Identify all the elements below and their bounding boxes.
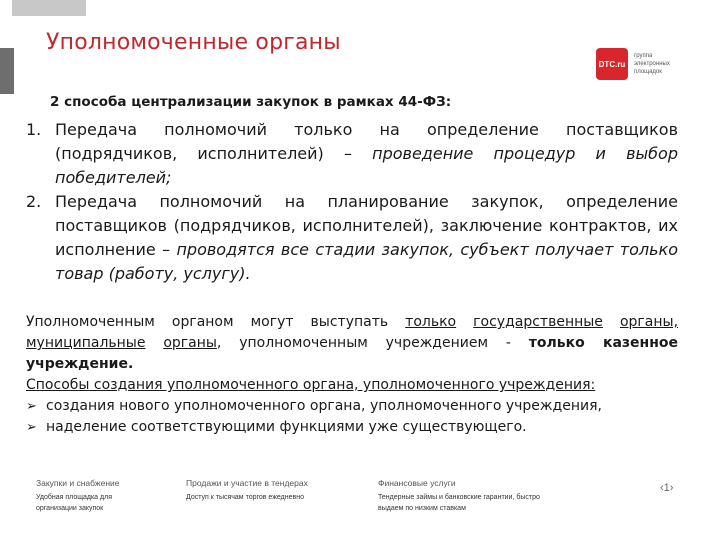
arrow-bullet-icon: ➢: [26, 420, 37, 435]
paragraph-text: [145, 335, 163, 351]
footer-column-finance: [378, 478, 568, 514]
footer-heading: Закупки и снабжение: [36, 478, 120, 488]
bullet-text: создания нового уполномоченного органа, уполномоченного учреждения,: [46, 398, 602, 414]
paragraph-text: Уполномоченным органом могут выступать: [26, 314, 406, 330]
page-number: ‹1›: [660, 482, 674, 494]
logo-text: группа электронных площадок: [634, 53, 670, 75]
creation-methods-heading: Способы создания уполномоченного органа, уполномоченного учреждения:: [26, 377, 596, 393]
list-item: [20, 190, 678, 286]
footer-description: Удобная площадка для организации закупок: [36, 494, 112, 512]
footer: [36, 478, 686, 514]
bullet-item: [26, 396, 678, 417]
slide-subtitle: 2 способа централизации закупок в рамках 44-ФЗ:: [50, 94, 452, 110]
authorized-body-paragraph: [26, 312, 678, 375]
footer-column-sales: [186, 478, 378, 514]
bold-text: только казенное учреждение.: [26, 335, 679, 372]
company-logo: [596, 48, 684, 80]
underlined-text: только: [405, 314, 457, 330]
footer-description: Тендерные займы и банковские гарантии, быстро выдаем по низким ставкам: [378, 494, 540, 512]
slide-title: Уполномоченные органы: [46, 30, 341, 55]
footer-heading: Финансовые услуги: [378, 478, 456, 488]
list-item-italic-text: проведение процедур и выбор победителей;: [55, 144, 678, 187]
logo-mark: DTC.ru: [596, 48, 628, 80]
bullet-text: наделение соответствующими функциями уже существующего.: [46, 419, 527, 435]
list-item-italic-text: проводятся все стадии закупок, субъект получает только товар (работу, услугу).: [55, 240, 679, 283]
bullet-item: [26, 417, 678, 438]
footer-description: Доступ к тысячам торгов ежедневно: [186, 494, 304, 501]
centralization-methods-list: [20, 118, 678, 286]
underlined-text: органы, муниципальные: [26, 314, 679, 351]
paragraph-text: , уполномоченным учреждением -: [216, 335, 529, 351]
list-item-number: 1.: [26, 120, 42, 139]
list-item-text: Передача полномочий на планирование закупок, определение поставщиков (подрядчиков, исполнителей), заключение контрактов, их исполнение –: [55, 192, 678, 259]
footer-heading: Продажи и участие в тендерах: [186, 478, 308, 488]
list-item: [20, 118, 678, 190]
body-paragraphs: [26, 312, 678, 438]
underlined-text: государственные: [473, 314, 603, 330]
list-item-number: 2.: [26, 192, 42, 211]
list-item-text: Передача полномочий только на определение поставщиков (подрядчиков, исполнителей) –: [55, 120, 678, 163]
footer-column-procurement: [36, 478, 186, 514]
paragraph-text: [603, 314, 620, 330]
paragraph-text: [456, 314, 473, 330]
top-accent-bar: [12, 0, 86, 16]
left-accent-bar: [0, 48, 14, 94]
arrow-bullet-icon: ➢: [26, 399, 37, 414]
underlined-text: органы: [163, 335, 217, 351]
